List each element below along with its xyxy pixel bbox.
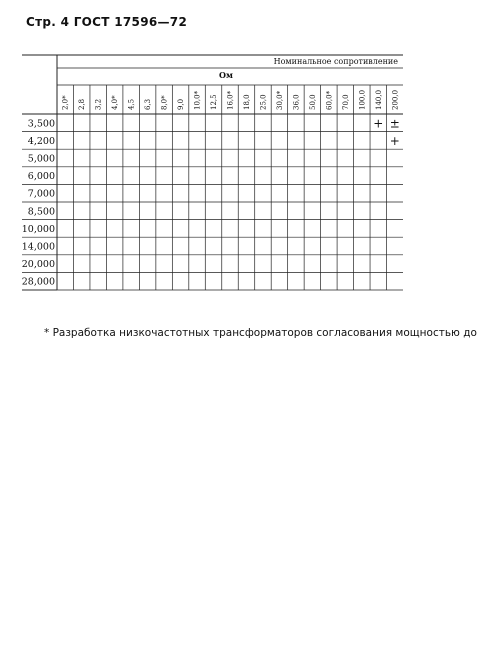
column-label: 4,0* [111, 95, 120, 110]
column-label: 2,0* [61, 95, 70, 110]
column-label: 100,0 [358, 89, 367, 110]
column-label: 12,5 [210, 94, 219, 110]
column-label: 200,0 [391, 89, 400, 110]
cell-mark: ± [389, 116, 400, 131]
page-number: Стр. 4 [26, 15, 70, 29]
row-labels [22, 118, 55, 287]
column-label: 10,0* [193, 90, 202, 110]
column-label: 50,0 [308, 94, 317, 110]
column-label: 3,2 [94, 98, 103, 110]
row-label: 14,000 [21, 241, 55, 253]
column-label: 2,8 [78, 98, 87, 110]
resistance-table [0, 0, 431, 300]
column-label: 25,0 [259, 94, 268, 110]
row-label: 8,500 [27, 206, 55, 218]
column-label: 36,0 [292, 94, 301, 110]
row-label: 4,200 [27, 135, 55, 147]
row-label: 20,000 [21, 259, 55, 271]
column-label: 16,0* [226, 90, 235, 110]
row-label: 5,000 [27, 153, 55, 165]
cell-mark: + [373, 116, 384, 131]
row-label: 10,000 [21, 223, 55, 235]
column-label: 30,0* [275, 90, 284, 110]
column-label: 4,5 [127, 98, 136, 110]
column-label: 60,0* [325, 90, 334, 110]
row-label: 7,000 [27, 188, 55, 200]
row-label: 6,000 [27, 171, 55, 183]
unit-label: Ом [219, 70, 233, 80]
table-grid [22, 55, 403, 290]
column-label: 70,0 [341, 94, 350, 110]
footnote: * Разработка низкочастотных трансформаторов согласования мощностью до [44, 327, 477, 339]
span-title: Номинальное сопротивление [273, 57, 398, 66]
column-labels [62, 90, 400, 110]
row-label: 28,000 [21, 276, 55, 288]
column-label: 140,0 [374, 89, 383, 110]
column-label: 18,0 [242, 94, 251, 110]
cell-mark: + [389, 133, 400, 148]
standard-code: ГОСТ 17596—72 [73, 15, 188, 29]
column-label: 6,3 [144, 98, 153, 110]
row-label: 3,500 [27, 118, 55, 130]
column-label: 9,0 [177, 98, 186, 110]
column-label: 8,0* [160, 95, 169, 110]
